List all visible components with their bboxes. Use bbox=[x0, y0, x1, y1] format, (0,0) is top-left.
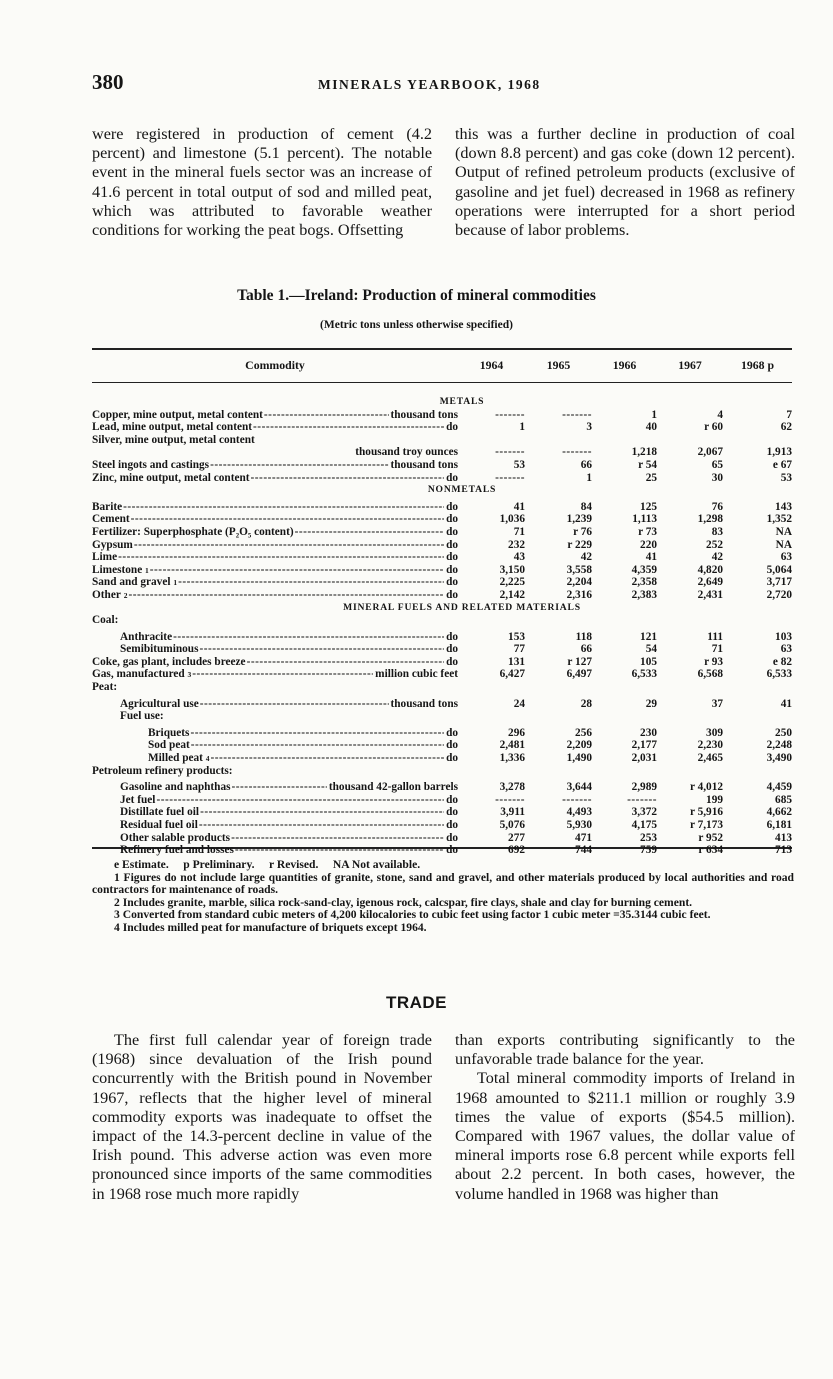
cell-1967: 30 bbox=[711, 471, 723, 484]
cell-1966: 54 bbox=[645, 643, 657, 656]
row-label: Gasoline and naphthas bbox=[120, 781, 231, 794]
cell-1965: ------- bbox=[562, 408, 592, 421]
cell-1967: 42 bbox=[711, 551, 723, 564]
cell-1965: 471 bbox=[575, 831, 592, 844]
cell-1967: 2,649 bbox=[697, 576, 723, 589]
cell-1966: 125 bbox=[640, 500, 657, 513]
row-unit: million cubic feet bbox=[375, 668, 458, 681]
header-1964: 1964 bbox=[479, 358, 504, 373]
cell-1967: 65 bbox=[711, 458, 723, 471]
cell-1968: 3,490 bbox=[766, 752, 792, 765]
footnote-4: 4 Includes milled peat for manufacture of briquets except 1964. bbox=[114, 920, 427, 934]
cell-1967: 2,230 bbox=[697, 739, 723, 752]
row-label: Peat: bbox=[92, 681, 118, 694]
cell-1967: 252 bbox=[706, 538, 723, 551]
row-unit: thousand tons bbox=[390, 697, 458, 710]
cell-1966: 105 bbox=[640, 655, 657, 668]
cell-1967: 83 bbox=[711, 525, 723, 538]
row-unit: thousand troy ounces bbox=[355, 446, 458, 459]
cell-1966: 25 bbox=[645, 471, 657, 484]
cell-1964: 6,427 bbox=[499, 668, 525, 681]
row-label: Semibituminous bbox=[120, 643, 199, 656]
table-row bbox=[92, 723, 792, 740]
cell-1964: 71 bbox=[513, 525, 525, 538]
row-label: Residual fuel oil bbox=[120, 819, 198, 831]
section-label: NONMETALS bbox=[427, 484, 497, 496]
cell-1964: 296 bbox=[508, 726, 525, 739]
cell-1966: 1,218 bbox=[631, 446, 657, 459]
cell-1966: 1,113 bbox=[632, 513, 657, 526]
row-label: Briquets bbox=[148, 726, 190, 739]
cell-1967: r 5,916 bbox=[689, 806, 723, 819]
row-label: Coke, gas plant, includes breeze bbox=[92, 655, 246, 668]
row-unit: do bbox=[446, 630, 458, 643]
cell-1968: 713 bbox=[775, 844, 792, 857]
cell-1967: r 7,173 bbox=[689, 819, 723, 831]
table-row bbox=[92, 472, 792, 485]
cell-1964: 232 bbox=[508, 538, 525, 551]
trade-paragraph-right-1: than exports contributing significantly to the unfavorable trade balance for the year. bbox=[455, 1031, 795, 1069]
cell-1967: r 4,012 bbox=[689, 781, 723, 794]
row-label: Other salable products bbox=[120, 831, 231, 844]
cell-1965: 28 bbox=[580, 697, 592, 710]
footnote-1: 1 Figures do not include large quantities of granite, stone, sand and gravel, and other materials produced by local authorities and road contractors for maintenance of roads. bbox=[92, 870, 794, 897]
cell-1964: 2,481 bbox=[499, 739, 525, 752]
trade-column-left bbox=[92, 1031, 432, 1204]
cell-1967: r 952 bbox=[698, 831, 723, 844]
row-label: Barite bbox=[92, 500, 123, 513]
cell-1964: 5,076 bbox=[499, 819, 525, 831]
cell-1966: 2,177 bbox=[631, 739, 657, 752]
cell-1968: 7 bbox=[786, 408, 792, 421]
cell-1968: 1,352 bbox=[766, 513, 792, 526]
cell-1968: 413 bbox=[775, 831, 792, 844]
row-unit: do bbox=[446, 752, 458, 765]
cell-1967: r 93 bbox=[704, 655, 723, 668]
table-row bbox=[92, 513, 792, 526]
table-row bbox=[92, 777, 792, 794]
cell-1968: e 82 bbox=[772, 655, 792, 668]
table-title: Table 1.—Ireland: Production of mineral commodities bbox=[237, 287, 596, 304]
row-unit: do bbox=[446, 643, 458, 656]
cell-1966: 2,383 bbox=[631, 588, 657, 601]
row-unit: do bbox=[446, 421, 458, 434]
row-label: Anthracite bbox=[120, 630, 173, 643]
cell-1966: 230 bbox=[640, 726, 657, 739]
cell-1966: 1 bbox=[651, 408, 657, 421]
row-label: Petroleum refinery products: bbox=[92, 764, 233, 777]
table-row bbox=[92, 409, 792, 422]
cell-1966: ------- bbox=[627, 793, 657, 806]
cell-1965: r 76 bbox=[573, 525, 592, 538]
table-row bbox=[92, 446, 792, 459]
cell-1967: 4 bbox=[717, 408, 723, 421]
table-row bbox=[92, 434, 792, 447]
row-unit: do bbox=[446, 551, 458, 564]
table-row bbox=[92, 627, 792, 644]
cell-1968: e 67 bbox=[772, 458, 792, 471]
cell-1965: 66 bbox=[580, 643, 592, 656]
table-row bbox=[92, 739, 792, 752]
cell-1968: 63 bbox=[780, 551, 792, 564]
cell-1965: ------- bbox=[562, 793, 592, 806]
cell-1964: 77 bbox=[513, 643, 525, 656]
cell-1964: 3,150 bbox=[499, 563, 525, 576]
table-row bbox=[92, 526, 792, 539]
cell-1964: 3,911 bbox=[500, 806, 525, 819]
cell-1968: 2,248 bbox=[766, 739, 792, 752]
cell-1964: 1 bbox=[519, 421, 525, 434]
cell-1965: 3 bbox=[586, 421, 592, 434]
table-row bbox=[92, 421, 792, 434]
cell-1967: 4,820 bbox=[697, 563, 723, 576]
cell-1968: 103 bbox=[775, 630, 792, 643]
cell-1964: ------- bbox=[495, 471, 525, 484]
cell-1967: r 60 bbox=[704, 421, 723, 434]
footnote-legend: e Estimate. p Preliminary. r Revised. NA Not available. bbox=[114, 858, 421, 871]
row-label: Coal: bbox=[92, 614, 119, 627]
table-row bbox=[92, 551, 792, 564]
cell-1964: ------- bbox=[495, 793, 525, 806]
cell-1968: 6,181 bbox=[766, 819, 792, 831]
row-unit: do bbox=[446, 588, 458, 601]
table-row: Gas, manufactured 3 ----- million cubic feet 6,427 6,497 6,533 6,568 6,533 bbox=[92, 668, 792, 681]
row-label: Sand and gravel bbox=[92, 576, 171, 589]
cell-1966: 759 bbox=[640, 844, 657, 857]
cell-1967: 76 bbox=[711, 500, 723, 513]
table-row bbox=[92, 819, 792, 832]
section-label: MINERAL FUELS AND RELATED MATERIALS bbox=[343, 601, 581, 613]
table-row bbox=[92, 539, 792, 552]
cell-1968: 53 bbox=[780, 471, 792, 484]
cell-1964: ------- bbox=[495, 446, 525, 459]
row-label: Copper, mine output, metal content bbox=[92, 408, 263, 421]
cell-1964: 692 bbox=[508, 844, 525, 857]
section-nonmetals bbox=[92, 484, 792, 497]
cell-1966: 2,989 bbox=[631, 781, 657, 794]
cell-1965: 3,644 bbox=[566, 781, 592, 794]
cell-1966: 4,359 bbox=[631, 563, 657, 576]
row-label: Limestone bbox=[92, 563, 143, 576]
cell-1964: 131 bbox=[508, 655, 525, 668]
cell-1968: 5,064 bbox=[766, 563, 792, 576]
section-metals bbox=[92, 396, 792, 409]
row-unit: do bbox=[446, 538, 458, 551]
cell-1966: 29 bbox=[645, 697, 657, 710]
cell-1965: 66 bbox=[580, 458, 592, 471]
table-row bbox=[92, 832, 792, 845]
cell-1967: 2,465 bbox=[697, 752, 723, 765]
cell-1968: 3,717 bbox=[766, 576, 792, 589]
cell-1966: 2,031 bbox=[631, 752, 657, 765]
cell-1968: 6,533 bbox=[766, 668, 792, 681]
cell-1966: 121 bbox=[640, 630, 657, 643]
table-row bbox=[92, 643, 792, 656]
cell-1968: 4,459 bbox=[766, 781, 792, 794]
cell-1966: r 54 bbox=[638, 458, 657, 471]
row-label: Fertilizer: Superphosphate (P₂O₅ content) bbox=[92, 525, 294, 538]
cell-1965: 118 bbox=[575, 630, 592, 643]
footnote-2: 2 Includes granite, marble, silica rock-sand-clay, igenous rock, calcspar, fire clays, shale and clay for burning cement. bbox=[114, 895, 693, 909]
cell-1968: 4,662 bbox=[766, 806, 792, 819]
row-label: Steel ingots and castings bbox=[92, 458, 210, 471]
cell-1967: r 634 bbox=[698, 844, 723, 857]
intro-column-left bbox=[92, 125, 432, 240]
table-row bbox=[92, 497, 792, 514]
footnote-3: 3 Converted from standard cubic meters of 4,200 kilocalories to cubic feet using factor 1 cubic meter =35.3144 cubic feet. bbox=[114, 908, 711, 922]
row-unit: do bbox=[446, 471, 458, 484]
row-label: Sod peat bbox=[148, 739, 190, 752]
cell-1965: r 229 bbox=[567, 538, 592, 551]
cell-1966: 41 bbox=[645, 551, 657, 564]
section-label: METALS bbox=[439, 396, 485, 407]
cell-1968: NA bbox=[775, 538, 792, 551]
intro-paragraph-left: were registered in production of cement (4.2 percent) and limestone (5.1 percent). The notable event in the mineral fuels sector was an increase of 41.6 percent in total output of sod and milled peat, which was attributed to favorable weather conditions for working the peat bogs. Offsetting bbox=[92, 125, 432, 240]
table-footnotes bbox=[92, 859, 794, 935]
row-unit: do bbox=[446, 831, 458, 844]
cell-1964: 277 bbox=[508, 831, 525, 844]
row-unit: do bbox=[446, 576, 458, 589]
cell-1968: NA bbox=[775, 525, 792, 538]
row-label: Lime bbox=[92, 551, 118, 564]
row-label: Gypsum bbox=[92, 538, 133, 551]
table-row bbox=[92, 765, 792, 778]
cell-1965: 42 bbox=[580, 551, 592, 564]
header-1965: 1965 bbox=[546, 358, 571, 373]
row-unit: do bbox=[446, 655, 458, 668]
cell-1966: 253 bbox=[640, 831, 657, 844]
cell-1965: r 127 bbox=[567, 655, 592, 668]
cell-1967: 2,431 bbox=[697, 588, 723, 601]
table-row bbox=[92, 806, 792, 819]
cell-1965: 6,497 bbox=[566, 668, 592, 681]
page-number: 380 bbox=[92, 70, 124, 94]
header-commodity: Commodity bbox=[245, 358, 305, 373]
cell-1967: 2,067 bbox=[697, 446, 723, 459]
cell-1964: 1,036 bbox=[499, 513, 525, 526]
row-label: Fuel use: bbox=[120, 710, 164, 723]
row-unit: thousand 42-gallon barrels bbox=[328, 781, 458, 794]
cell-1967: 111 bbox=[707, 630, 723, 643]
cell-1968: 250 bbox=[775, 726, 792, 739]
row-label: Silver, mine output, metal content bbox=[92, 433, 255, 446]
row-unit: do bbox=[446, 819, 458, 831]
cell-1966: 220 bbox=[640, 538, 657, 551]
cell-1964: 24 bbox=[513, 697, 525, 710]
trade-paragraph-left: The first full calendar year of foreign trade (1968) since devaluation of the Irish pound concurrently with the British pound in November 1967, reflects that the higher level of mineral commodity exports was inadequate to offset the impact of the 14.3-percent decline in value of the Irish pound. This adverse action was even more pronounced since imports of the same commodities in 1968 rose much more rapidly bbox=[92, 1031, 432, 1203]
cell-1965: 84 bbox=[580, 500, 592, 513]
table-row bbox=[92, 794, 792, 807]
row-label: Cement bbox=[92, 513, 130, 526]
row-unit: do bbox=[446, 844, 458, 857]
cell-1964: 43 bbox=[513, 551, 525, 564]
production-table bbox=[92, 349, 792, 857]
table-row: Milled peat 4 ----- do 1,336 1,490 2,031 2,465 3,490 bbox=[92, 752, 792, 765]
cell-1964: 2,225 bbox=[499, 576, 525, 589]
trade-paragraph-right-2: Total mineral commodity imports of Ireland in 1968 amounted to $211.1 million or roughly 3.9 times the value of exports ($54.5 million). Compared with 1967 values, the dollar value of mineral imports rose 6.8 percent while exports fell about 2.2 percent. In both cases, however, the volume handled in 1968 was higher than bbox=[455, 1069, 795, 1203]
row-label: Jet fuel bbox=[120, 793, 156, 806]
table-header-row bbox=[92, 349, 792, 382]
cell-1967: 199 bbox=[706, 793, 723, 806]
cell-1964: ------- bbox=[495, 408, 525, 421]
cell-1965: 256 bbox=[575, 726, 592, 739]
row-unit: do bbox=[446, 739, 458, 752]
cell-1965: 2,209 bbox=[566, 739, 592, 752]
intro-paragraph-right: this was a further decline in production of coal (down 8.8 percent) and gas coke (down 12 percent). Output of refined petroleum products (exclusive of gasoline and jet fuel) decreased in 1968 as refinery operations were interrupted for a short period because of labor problems. bbox=[455, 125, 795, 240]
row-label: Milled peat bbox=[148, 752, 203, 765]
row-unit: do bbox=[446, 525, 458, 538]
row-label: Distillate fuel oil bbox=[120, 806, 200, 819]
cell-1965: 3,558 bbox=[566, 563, 592, 576]
cell-1964: 41 bbox=[513, 500, 525, 513]
cell-1966: 4,175 bbox=[631, 819, 657, 831]
trade-heading: TRADE bbox=[385, 993, 448, 1012]
cell-1968: 2,720 bbox=[766, 588, 792, 601]
cell-1968: 63 bbox=[780, 643, 792, 656]
table-subtitle: (Metric tons unless otherwise specified) bbox=[320, 319, 513, 331]
row-unit: do bbox=[446, 806, 458, 819]
cell-1968: 1,913 bbox=[766, 446, 792, 459]
row-unit: thousand tons bbox=[390, 408, 458, 421]
cell-1967: 71 bbox=[711, 643, 723, 656]
row-label: Agricultural use bbox=[120, 697, 199, 710]
cell-1965: 2,204 bbox=[566, 576, 592, 589]
cell-1964: 153 bbox=[508, 630, 525, 643]
row-label: Gas, manufactured bbox=[92, 668, 185, 681]
cell-1964: 1,336 bbox=[499, 752, 525, 765]
row-label: Other bbox=[92, 588, 121, 601]
cell-1965: 2,316 bbox=[566, 588, 592, 601]
header-1967: 1967 bbox=[678, 358, 702, 373]
table-row bbox=[92, 656, 792, 669]
row-label: Refinery fuel and losses bbox=[120, 844, 234, 857]
cell-1965: 1 bbox=[586, 471, 592, 484]
cell-1966: 2,358 bbox=[631, 576, 657, 589]
table-row bbox=[92, 710, 792, 723]
table-row: Other 2 ----- do 2,142 2,316 2,383 2,431 2,720 bbox=[92, 589, 792, 602]
cell-1966: r 73 bbox=[638, 525, 657, 538]
row-label: Lead, mine output, metal content bbox=[92, 421, 253, 434]
cell-1968: 62 bbox=[780, 421, 792, 434]
table-row bbox=[92, 614, 792, 627]
intro-column-right bbox=[455, 125, 795, 240]
cell-1965: 1,490 bbox=[566, 752, 592, 765]
cell-1964: 2,142 bbox=[499, 588, 525, 601]
row-unit: do bbox=[446, 513, 458, 526]
cell-1965: 4,493 bbox=[566, 806, 592, 819]
table-row bbox=[92, 459, 792, 472]
cell-1966: 40 bbox=[645, 421, 657, 434]
row-unit: do bbox=[446, 793, 458, 806]
trade-column-right bbox=[455, 1031, 795, 1204]
cell-1966: 3,372 bbox=[631, 806, 657, 819]
cell-1967: 37 bbox=[711, 697, 723, 710]
cell-1964: 3,278 bbox=[499, 781, 525, 794]
row-unit: do bbox=[446, 563, 458, 576]
cell-1967: 309 bbox=[706, 726, 723, 739]
table-row: Limestone 1 ----- do 3,150 3,558 4,359 4,820 5,064 bbox=[92, 564, 792, 577]
cell-1965: 744 bbox=[575, 844, 592, 857]
section-fuels bbox=[92, 602, 792, 615]
row-unit: do bbox=[446, 500, 458, 513]
table-row bbox=[92, 844, 792, 857]
cell-1965: 5,930 bbox=[566, 819, 592, 831]
cell-1966: 6,533 bbox=[631, 668, 657, 681]
cell-1967: 6,568 bbox=[697, 668, 723, 681]
header-1966: 1966 bbox=[612, 358, 637, 373]
table-row bbox=[92, 694, 792, 711]
table-row bbox=[92, 681, 792, 694]
cell-1968: 41 bbox=[780, 697, 792, 710]
cell-1965: 1,239 bbox=[566, 513, 592, 526]
cell-1968: 685 bbox=[775, 793, 792, 806]
row-label: Zinc, mine output, metal content bbox=[92, 471, 250, 484]
table-row: Sand and gravel 1 ----- do 2,225 2,204 2,358 2,649 3,717 bbox=[92, 576, 792, 589]
cell-1965: ------- bbox=[562, 446, 592, 459]
cell-1968: 143 bbox=[775, 500, 792, 513]
row-unit: thousand tons bbox=[390, 458, 458, 471]
cell-1964: 53 bbox=[513, 458, 525, 471]
running-head: MINERALS YEARBOOK, 1968 bbox=[318, 77, 541, 92]
header-1968: 1968 p bbox=[740, 358, 775, 373]
cell-1967: 1,298 bbox=[697, 513, 723, 526]
row-unit: do bbox=[446, 726, 458, 739]
